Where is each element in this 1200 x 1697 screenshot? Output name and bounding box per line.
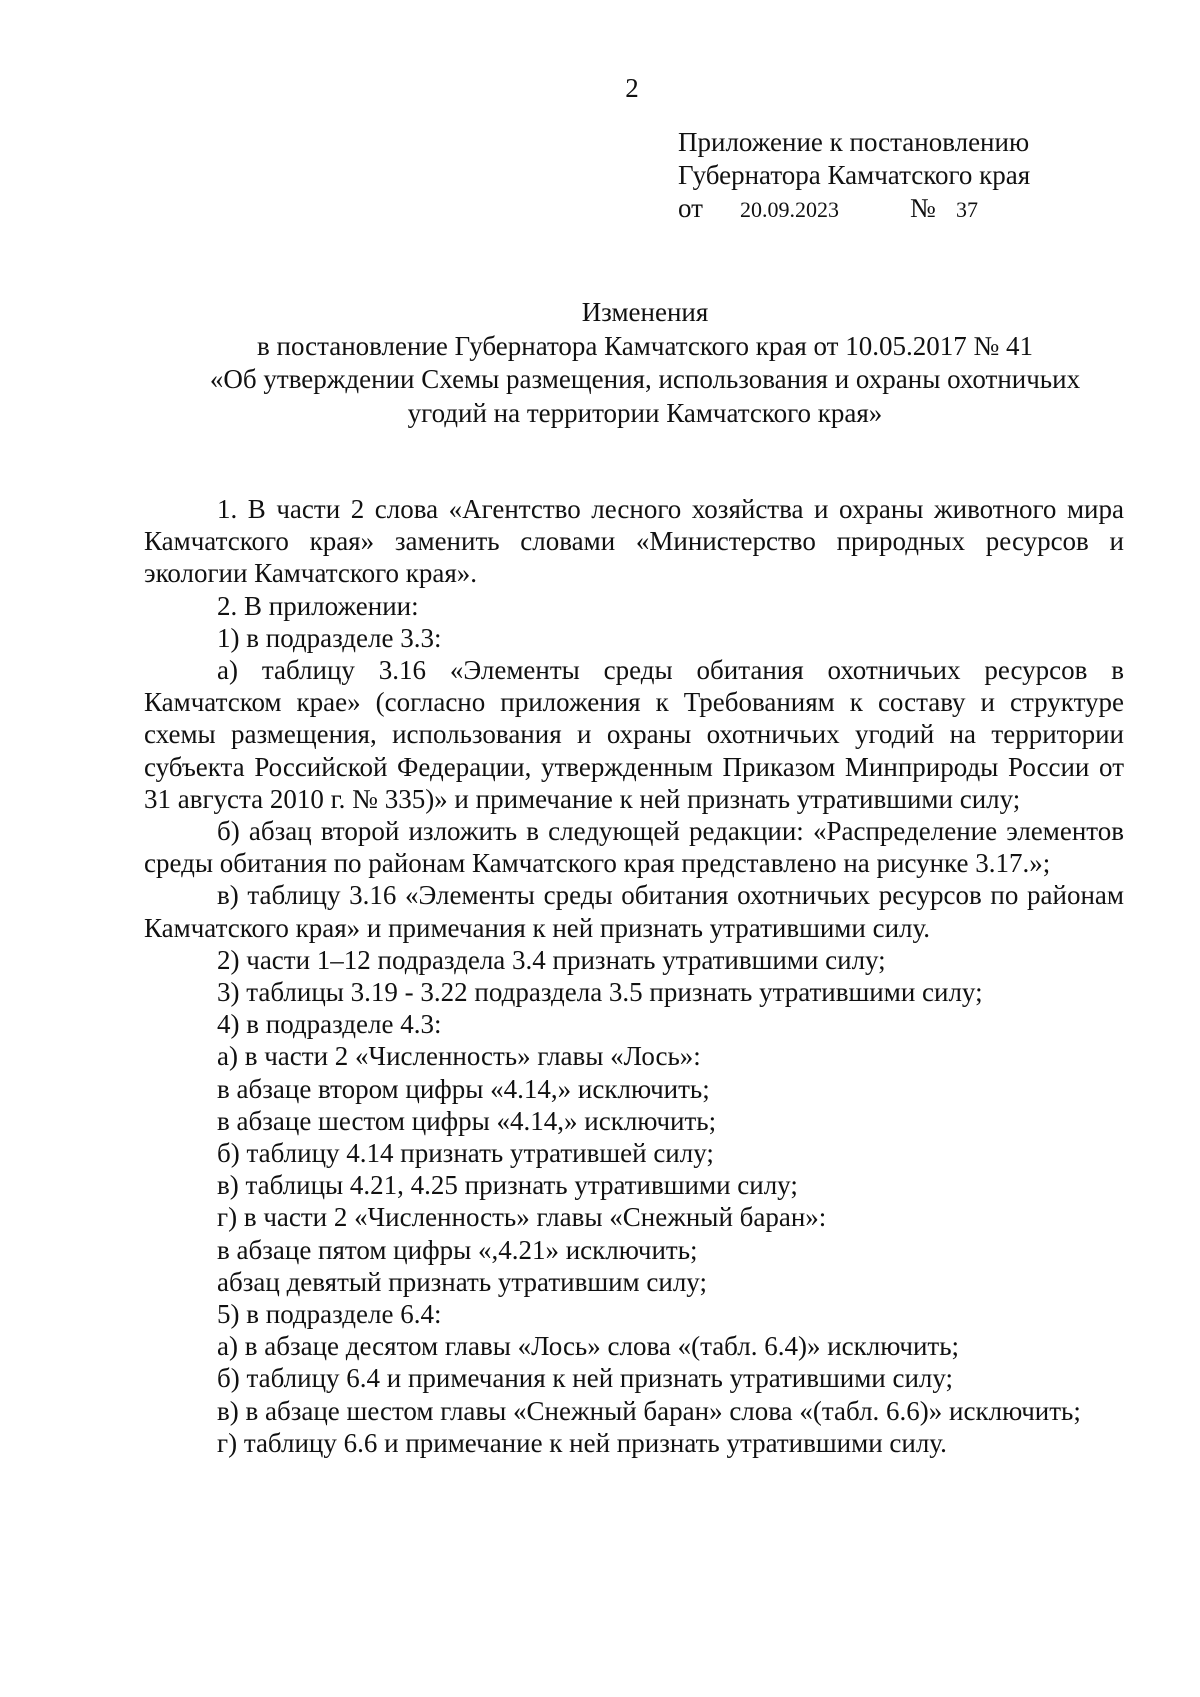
paragraph-4: а) таблицу 3.16 «Элементы среды обитания охотничьих ресурсов в Камчатском крае» (согласно приложения к Требованиям к составу и структуре схемы размещения, использования и охраны охотничьих угодий на территории субъекта Российской Федерации, утвержденным Приказом Минприроды России от 31 августа 2010 г. № 335)» и примечание к ней признать утратившими силу;: [144, 655, 1124, 814]
appendix-line-1: Приложение к постановлению: [678, 127, 1030, 157]
paragraph-15: г) в части 2 «Численность» главы «Снежный баран»:: [217, 1202, 827, 1233]
paragraph-13: б) таблицу 4.14 признать утратившей силу;: [217, 1138, 714, 1169]
paragraph-16: в абзаце пятом цифры «,4.21» исключить;: [217, 1234, 698, 1265]
appendix-date-line: [678, 192, 1030, 226]
title-line-4: угодий на территории Камчатского края»: [407, 397, 883, 428]
paragraph-17: абзац девятый признать утратившим силу;: [217, 1266, 707, 1297]
paragraph-1: 1. В части 2 слова «Агентство лесного хозяйства и охраны животного мира Камчатского края» заменить словами «Министерство природных ресурсов и экологии Камчатского края».: [144, 494, 1124, 589]
title-line-1: Изменения: [581, 297, 709, 327]
document-date: 20.09.2023: [740, 197, 839, 222]
number-sign: №: [910, 193, 936, 223]
paragraph-2: 2. В приложении:: [217, 590, 419, 621]
paragraph-12: в абзаце шестом цифры «4.14,» исключить;: [217, 1105, 717, 1136]
document-body: [144, 493, 1124, 1459]
paragraph-20: б) таблицу 6.4 и примечания к ней признать утратившими силу;: [217, 1363, 954, 1394]
appendix-block: [678, 126, 1030, 226]
paragraph-9: 4) в подразделе 4.3:: [217, 1009, 442, 1040]
paragraph-8: 3) таблицы 3.19 - 3.22 подраздела 3.5 признать утратившими силу;: [217, 977, 983, 1008]
page-number: 2: [625, 73, 639, 103]
paragraph-5: б) абзац второй изложить в следующей редакции: «Распределение элементов среды обитания по районам Камчатского края представлено на рисунке 3.17.»;: [144, 816, 1124, 879]
title-line-2: в постановление Губернатора Камчатского края от 10.05.2017 № 41: [257, 330, 1033, 361]
paragraph-11: в абзаце втором цифры «4.14,» исключить;: [217, 1073, 710, 1104]
paragraph-6: в) таблицу 3.16 «Элементы среды обитания охотничьих ресурсов по районам Камчатского края» и примечания к ней признать утратившими силу.: [144, 880, 1124, 943]
paragraph-18: 5) в подразделе 6.4:: [217, 1299, 442, 1330]
paragraph-21: в) в абзаце шестом главы «Снежный баран» слова «(табл. 6.6)» исключить;: [217, 1395, 1081, 1426]
paragraph-7: 2) части 1–12 подраздела 3.4 признать утратившими силу;: [217, 944, 886, 975]
appendix-line-2: Губернатора Камчатского края: [678, 160, 1031, 190]
document-number: 37: [956, 197, 978, 222]
paragraph-10: а) в части 2 «Численность» главы «Лось»:: [217, 1041, 701, 1072]
paragraph-14: в) таблицы 4.21, 4.25 признать утратившими силу;: [217, 1170, 798, 1201]
paragraph-22: г) таблицу 6.6 и примечание к ней признать утратившими силу.: [217, 1427, 947, 1458]
title-line-3: «Об утверждении Схемы размещения, использования и охраны охотничьих: [209, 364, 1081, 394]
document-title: [150, 296, 1140, 430]
paragraph-3: 1) в подразделе 3.3:: [217, 622, 442, 653]
paragraph-19: а) в абзаце десятом главы «Лось» слова «(табл. 6.4)» исключить;: [217, 1331, 960, 1362]
date-prefix: от: [678, 193, 703, 223]
